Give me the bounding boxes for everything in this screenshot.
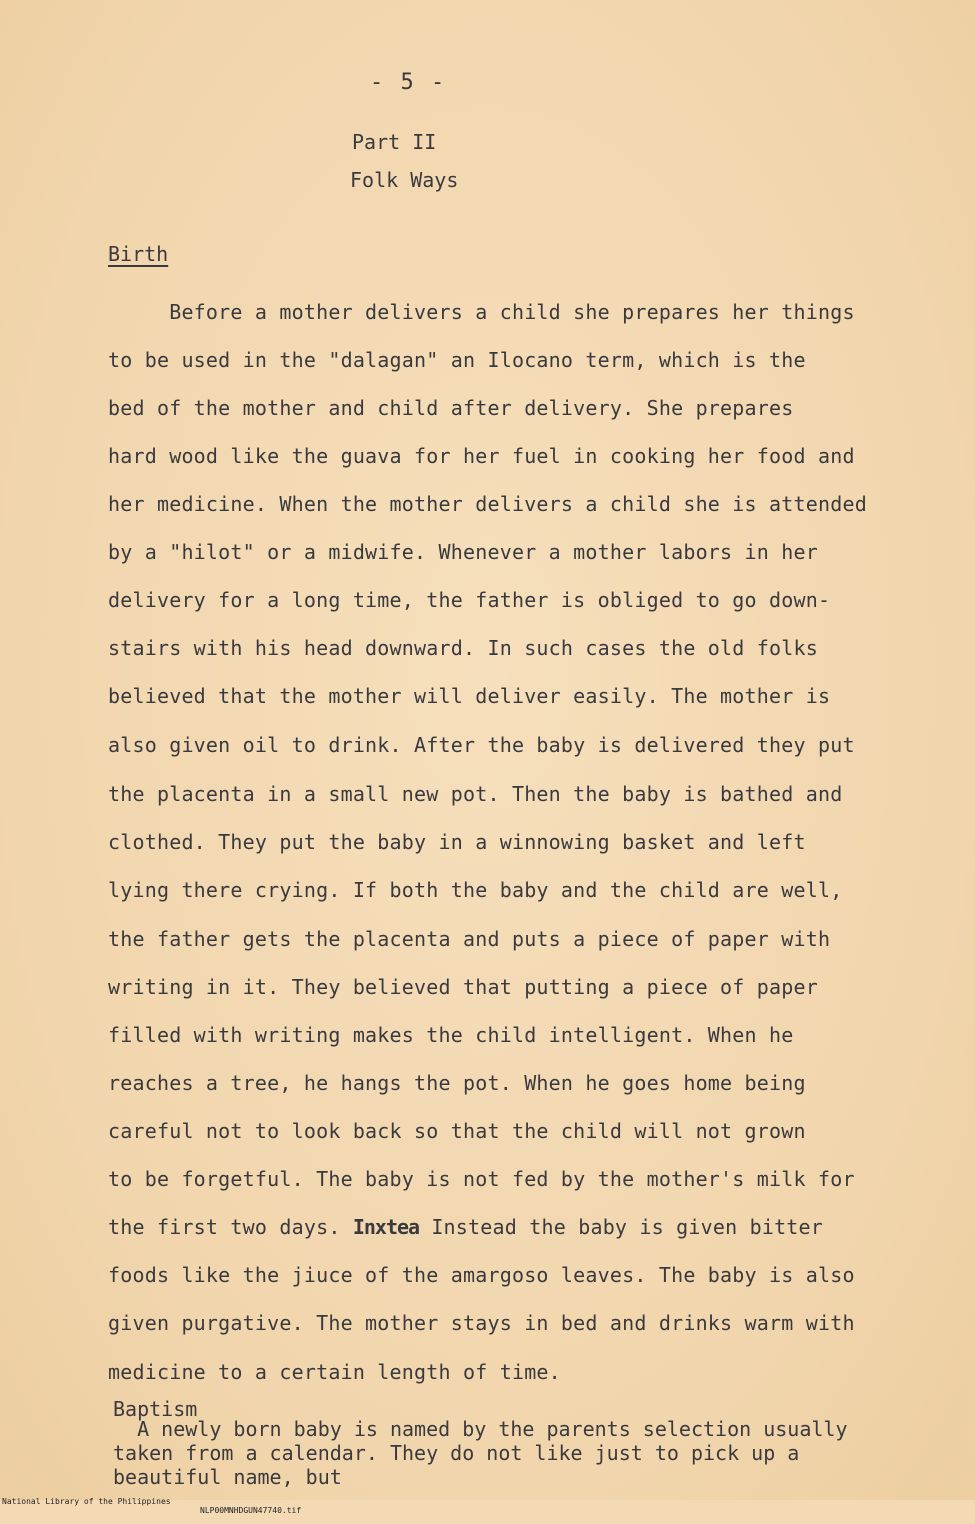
birth-line-22: given purgative. The mother stays in bed and drinks warm with xyxy=(108,1311,855,1335)
birth-line-4: hard wood like the guava for her fuel in cooking her food and xyxy=(108,444,855,468)
birth-line-8: stairs with his head downward. In such cases the old folks xyxy=(108,636,818,660)
birth-line-9: believed that the mother will deliver easily. The mother is xyxy=(108,684,831,708)
file-id: NLP00MNHDGUN47740.tif xyxy=(200,1506,302,1515)
birth-line-2: to be used in the "dalagan" an Ilocano term, which is the xyxy=(108,348,806,372)
scan-footer xyxy=(0,1488,975,1524)
birth-line-3: bed of the mother and child after delivery. She prepares xyxy=(108,396,794,420)
birth-line-18: careful not to look back so that the child will not grown xyxy=(108,1119,806,1143)
birth-line-17: reaches a tree, he hangs the pot. When he goes home being xyxy=(108,1071,806,1095)
birth-line-5: her medicine. When the mother delivers a child she is attended xyxy=(108,492,867,516)
birth-line-10: also given oil to drink. After the baby is delivered they put xyxy=(108,733,855,757)
page-number: - 5 - xyxy=(370,70,447,95)
birth-line-21: foods like the jiuce of the amargoso leaves. The baby is also xyxy=(108,1263,855,1287)
birth-line-15: writing in it. They believed that putting a piece of paper xyxy=(108,975,818,999)
birth-line-6: by a "hilot" or a midwife. Whenever a mother labors in her xyxy=(108,540,818,564)
birth-line-23: medicine to a certain length of time. xyxy=(108,1360,561,1384)
birth-line-16: filled with writing makes the child intelligent. When he xyxy=(108,1023,794,1047)
part-subtitle: Folk Ways xyxy=(350,168,459,192)
birth-line-20 xyxy=(108,1215,823,1239)
birth-line-13: lying there crying. If both the baby and the child are well, xyxy=(108,878,843,902)
baptism-line-3: beautiful name, but xyxy=(113,1465,342,1489)
birth-line-12: clothed. They put the baby in a winnowing basket and left xyxy=(108,830,806,854)
birth-line-11: the placenta in a small new pot. Then the baby is bathed and xyxy=(108,782,843,806)
baptism-line-1: A newly born baby is named by the parents selection usually xyxy=(113,1417,848,1441)
part-title: Part II xyxy=(352,130,437,154)
birth-line-1: Before a mother delivers a child she prepares her things xyxy=(108,300,855,324)
line-20-end: Instead the baby is given bitter xyxy=(419,1215,824,1239)
birth-line-14: the father gets the placenta and puts a piece of paper with xyxy=(108,927,831,951)
struck-out-word: Inxtea xyxy=(352,1215,420,1239)
birth-heading: Birth xyxy=(108,242,169,266)
library-credit: National Library of the Philippines xyxy=(2,1497,171,1506)
baptism-heading: Baptism xyxy=(113,1397,198,1421)
birth-line-7: delivery for a long time, the father is obliged to go down- xyxy=(108,588,831,612)
line-20-start: the first two days. xyxy=(108,1215,353,1239)
birth-line-19: to be forgetful. The baby is not fed by the mother's milk for xyxy=(108,1167,855,1191)
baptism-line-2: taken from a calendar. They do not like just to pick up a xyxy=(113,1441,800,1465)
